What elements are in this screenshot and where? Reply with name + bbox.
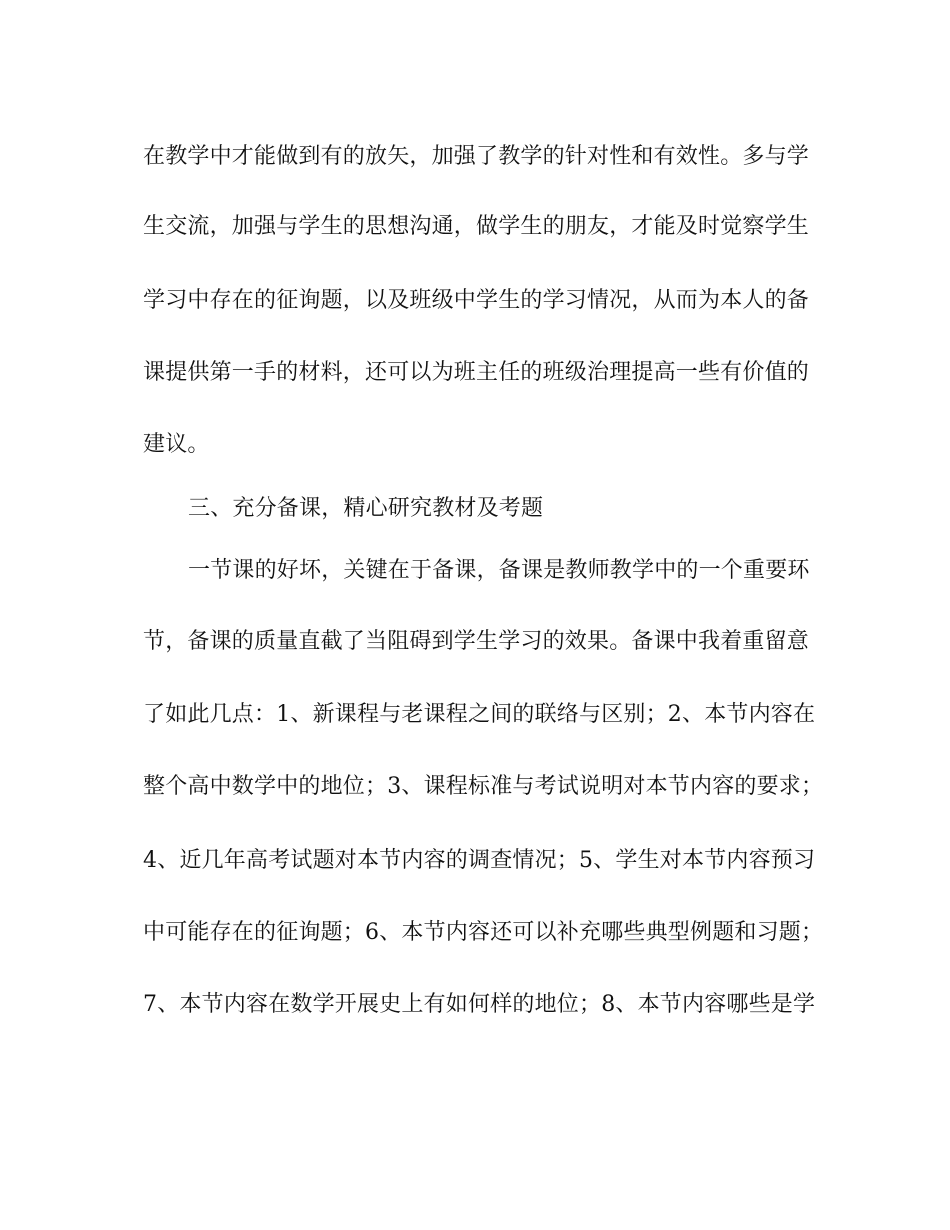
text-line-11: 4、近几年高考试题对本节内容的调查情况；5、学生对本节内容预习 xyxy=(143,848,816,873)
section-heading: 三、充分备课，精心研究教材及考题 xyxy=(188,496,544,521)
text-line-8: 节，备课的质量直截了当阻碍到学生学习的效果。备课中我着重留意 xyxy=(143,629,810,654)
text-line-9: 了如此几点：1、新课程与老课程之间的联络与区别；2、本节内容在 xyxy=(143,702,816,727)
text-line-12: 中可能存在的征询题；6、本节内容还可以补充哪些典型例题和习题； xyxy=(143,920,824,945)
text-line-3: 学习中存在的征询题，以及班级中学生的学习情况，从而为本人的备 xyxy=(143,288,810,313)
text-line-7: 一节课的好坏，关键在于备课，备课是教师教学中的一个重要环 xyxy=(188,558,810,583)
text-line-13: 7、本节内容在数学开展史上有如何样的地位；8、本节内容哪些是学 xyxy=(143,992,816,1017)
text-line-10: 整个高中数学中的地位；3、课程标准与考试说明对本节内容的要求； xyxy=(143,774,824,799)
text-line-1: 在教学中才能做到有的放矢，加强了教学的针对性和有效性。多与学 xyxy=(143,144,810,169)
text-line-2: 生交流，加强与学生的思想沟通，做学生的朋友，才能及时觉察学生 xyxy=(143,214,810,239)
text-line-5: 建议。 xyxy=(143,432,210,457)
text-line-4: 课提供第一手的材料，还可以为班主任的班级治理提高一些有价值的 xyxy=(143,360,810,385)
